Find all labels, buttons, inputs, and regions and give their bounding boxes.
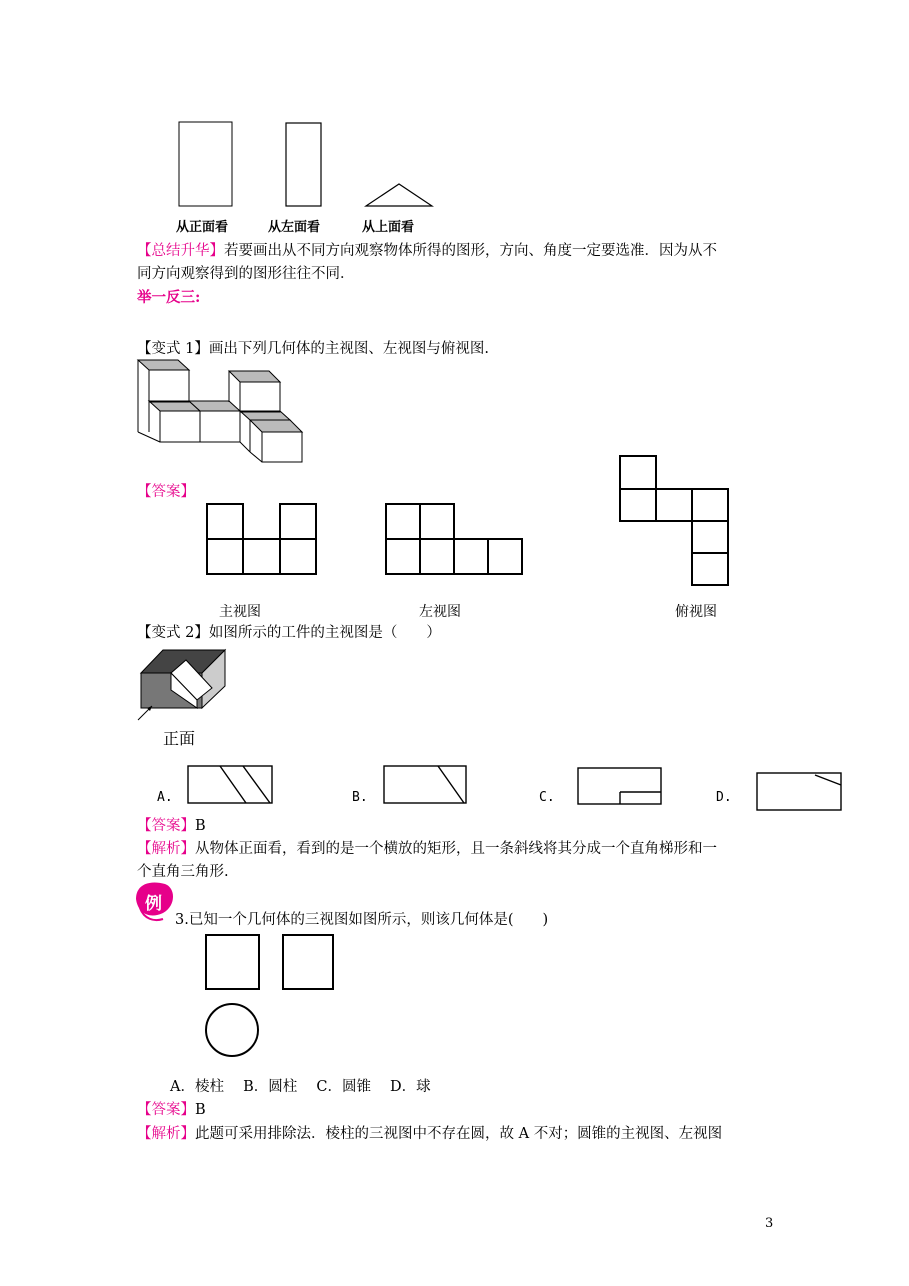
- example3-analysis: 此题可采用排除法．棱柱的三视图中不存在圆，故 A 不对；圆锥的主视图、左视图: [195, 1126, 723, 1142]
- caption-front: 从正面看: [176, 220, 229, 235]
- variant2-analysis-1: 从物体正面看，看到的是一个横放的矩形，且一条斜线将其分成一个直角梯形和一: [195, 841, 717, 857]
- variant2-label: 【变式 2】: [137, 625, 209, 641]
- answer1-label: 【答案】: [137, 484, 195, 500]
- example3-answer: B: [195, 1102, 206, 1118]
- example3-text: 3.已知一个几何体的三视图如图所示，则该几何体是( ): [175, 912, 549, 928]
- page-number: 3: [765, 1216, 774, 1231]
- variant1-label: 【变式 1】: [137, 341, 209, 357]
- example3-analysis-line: [137, 1123, 722, 1145]
- variant2-analysis-line-2: 个直角三角形.: [137, 864, 229, 880]
- front-label: 正面: [163, 729, 196, 748]
- variant1-text: 画出下列几何体的主视图、左视图与俯视图.: [208, 341, 489, 357]
- caption-top-view: 俯视图: [675, 604, 717, 620]
- variant2-answer-label: 【答案】: [137, 818, 195, 834]
- example3-analysis-label: 【解析】: [137, 1126, 195, 1142]
- example3-options: A．棱柱 B．圆柱 C．圆锥 D．球: [170, 1079, 431, 1095]
- variant2-analysis-label: 【解析】: [137, 841, 195, 857]
- option-d-label: D.: [716, 790, 732, 805]
- section-heading: 举一反三:: [137, 289, 201, 306]
- variant2-answer: B: [195, 818, 206, 834]
- example-badge-text: 例: [145, 894, 162, 914]
- caption-left: 从左面看: [268, 220, 321, 235]
- option-c-label: C.: [539, 790, 555, 805]
- caption-main-view: 主视图: [219, 604, 261, 620]
- summary-label: 【总结升华】: [137, 243, 224, 259]
- example3-answer-line: [137, 1099, 206, 1121]
- option-b-label: B.: [352, 790, 368, 805]
- caption-top: 从上面看: [362, 220, 415, 235]
- summary-line-2: 同方向观察得到的图形往往不同．: [137, 266, 355, 282]
- option-a-label: A.: [157, 790, 173, 805]
- caption-left-view: 左视图: [419, 604, 461, 620]
- summary-text-1: 若要画出从不同方向观察物体所得的图形，方向、角度一定要选准．因为从不: [224, 243, 717, 259]
- example3-answer-label: 【答案】: [137, 1102, 195, 1118]
- variant2-text: 如图所示的工件的主视图是（ ）: [208, 625, 441, 641]
